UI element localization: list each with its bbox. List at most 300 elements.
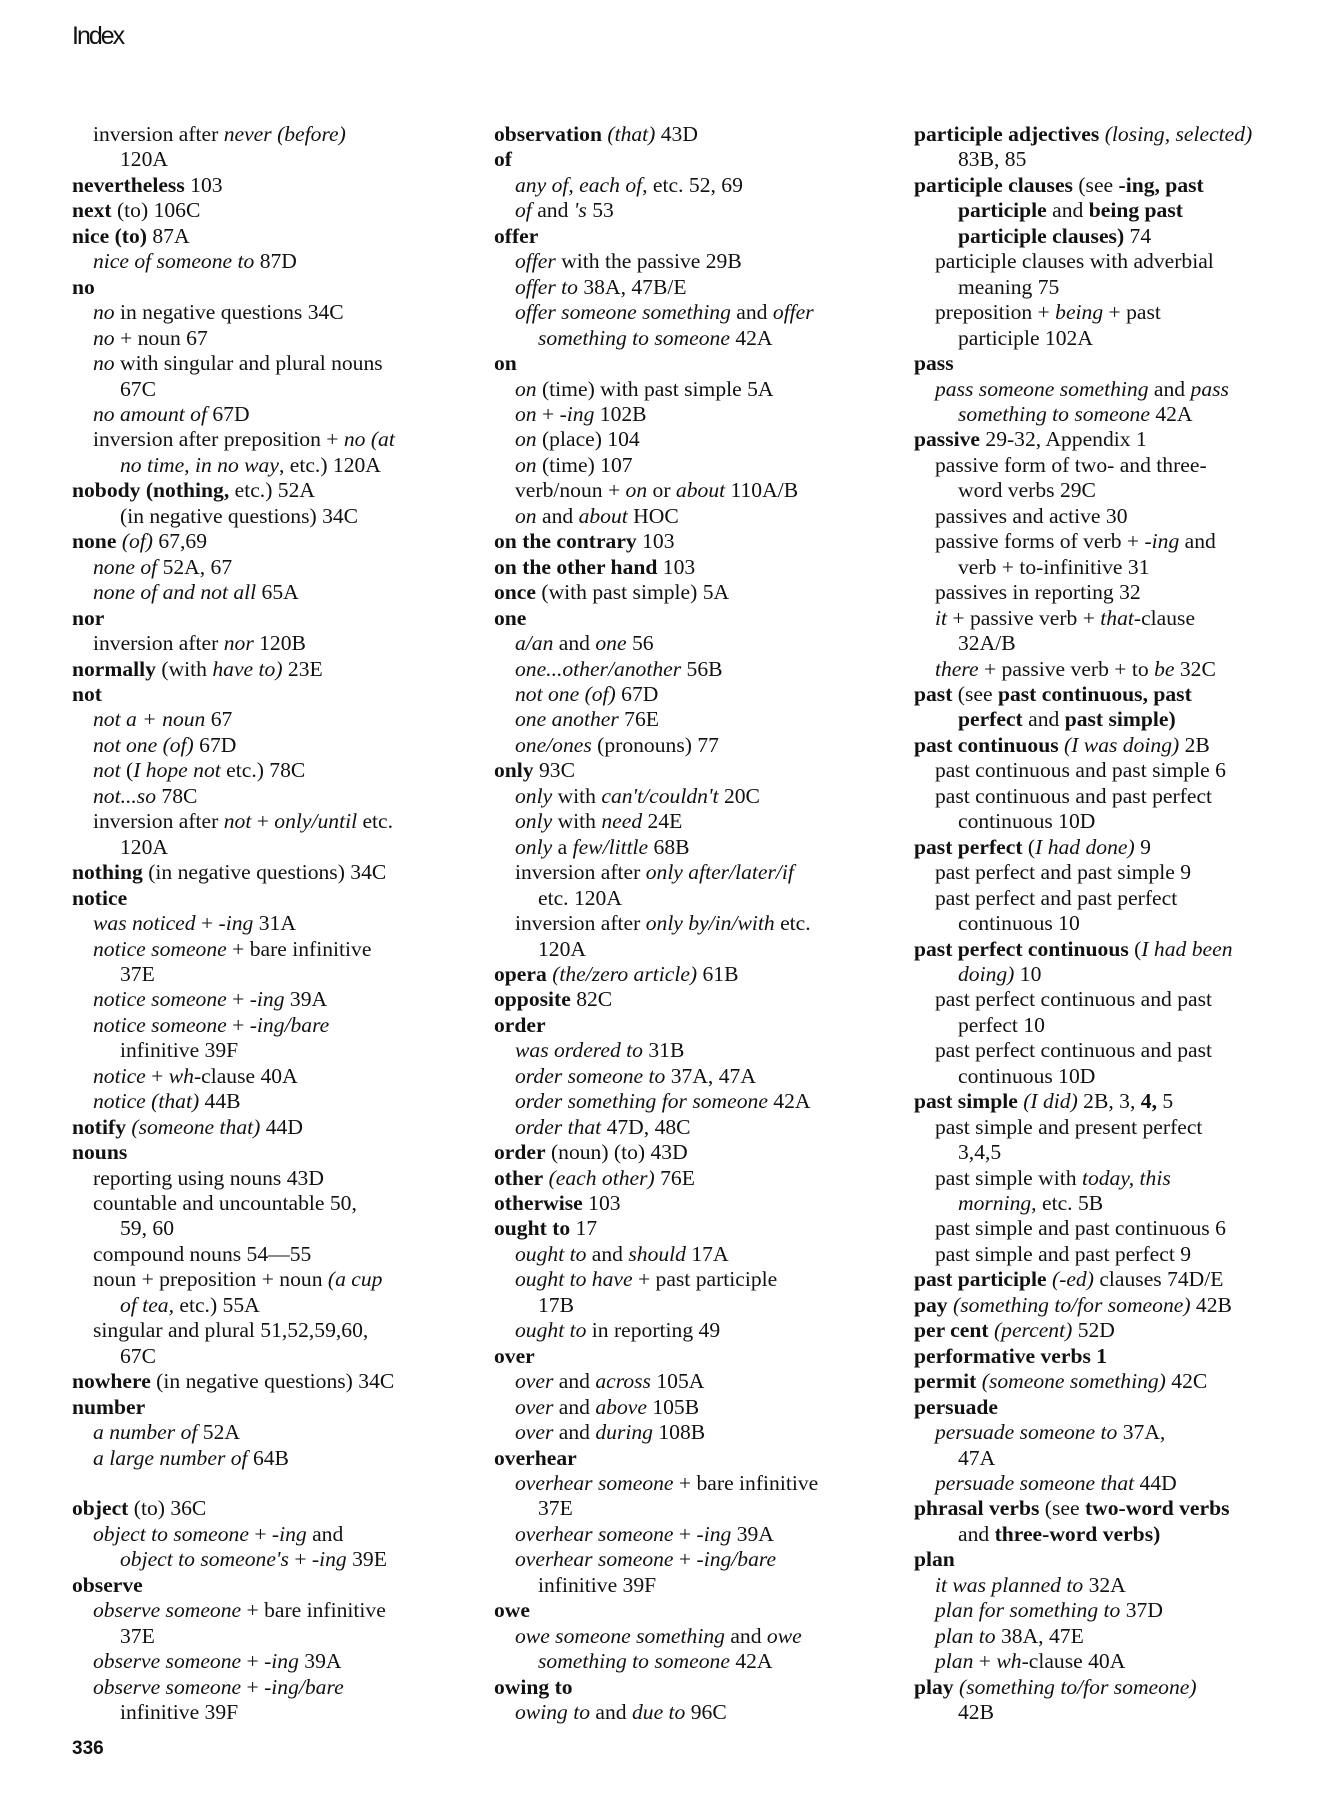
index-text: countable and uncountable 50, — [93, 1191, 357, 1216]
index-text: (losing, selected) — [1104, 122, 1253, 146]
index-line — [914, 1216, 1324, 1241]
index-headword: nobody (nothing, — [72, 478, 230, 503]
index-text: something to someone — [538, 325, 730, 350]
index-line — [494, 1573, 894, 1598]
index-text: with — [552, 783, 602, 808]
index-text: object to someone — [93, 1521, 249, 1546]
index-line — [72, 1598, 452, 1623]
index-line — [494, 1344, 894, 1369]
index-text: 42C — [1165, 1369, 1208, 1394]
index-headword: on the contrary — [494, 529, 637, 554]
index-text: and — [1179, 529, 1216, 554]
index-text: wh — [168, 1063, 194, 1088]
index-headword: perfect — [958, 707, 1023, 732]
index-text: (someone that) — [131, 1114, 261, 1139]
index-line — [72, 1624, 452, 1649]
index-line — [914, 911, 1324, 936]
index-line — [494, 1064, 894, 1089]
index-text: 32A — [1083, 1572, 1126, 1597]
index-text: verb + to-infinitive 31 — [958, 554, 1150, 579]
index-text: on — [625, 478, 648, 503]
index-line — [72, 555, 452, 580]
index-text: and — [724, 1623, 767, 1648]
index-text: and — [1046, 198, 1089, 223]
index-line — [914, 351, 1324, 376]
index-text: 64B — [247, 1445, 289, 1470]
index-text: morning, — [958, 1191, 1037, 1216]
index-line — [494, 911, 894, 936]
index-line — [72, 249, 452, 274]
index-line — [494, 1471, 894, 1496]
index-text: passive forms of verb + — [935, 529, 1145, 554]
index-headword: persuade — [914, 1394, 998, 1419]
index-text: singular and plural 51,52,59,60, — [93, 1318, 369, 1343]
index-line — [914, 1038, 1324, 1063]
index-headword: past participle — [914, 1267, 1047, 1292]
index-line — [914, 529, 1324, 554]
index-line — [72, 427, 452, 452]
index-text: -ing — [218, 911, 254, 936]
index-text: 2B, 3, — [1077, 1089, 1141, 1114]
index-text: perfect 10 — [958, 1012, 1045, 1037]
index-text: 42A — [767, 1089, 811, 1114]
index-text: overhear someone — [515, 1471, 674, 1496]
index-text: -ing — [271, 1521, 307, 1546]
index-text: 67,69 — [153, 529, 207, 554]
index-text: offer — [772, 300, 814, 325]
index-text: one another — [515, 707, 619, 732]
index-text: 47A — [958, 1445, 996, 1470]
index-text: -ing/bare — [696, 1547, 777, 1572]
index-headword: per cent — [914, 1318, 989, 1343]
index-text: 52A — [197, 1420, 240, 1445]
index-text: (I was doing) — [1064, 732, 1180, 757]
index-headword: on the other hand — [494, 554, 658, 579]
index-line — [494, 1420, 894, 1445]
index-line — [914, 198, 1324, 223]
index-line — [72, 784, 452, 809]
index-text: and — [531, 198, 574, 223]
index-line — [72, 224, 452, 249]
index-line — [914, 1598, 1324, 1623]
index-text: (percent) — [993, 1318, 1073, 1343]
index-headword: notify — [72, 1114, 126, 1139]
index-text: 42A — [1149, 401, 1193, 426]
index-text: over — [515, 1394, 554, 1419]
index-line — [494, 249, 894, 274]
index-text: ( — [1022, 834, 1036, 859]
index-text: 's — [573, 198, 587, 223]
index-text: meaning 75 — [958, 274, 1060, 299]
index-text: something to someone — [538, 1649, 730, 1674]
index-line — [914, 937, 1324, 962]
index-line — [72, 1471, 452, 1496]
index-headword: pass — [914, 351, 954, 376]
index-line — [914, 1675, 1324, 1700]
index-line — [494, 580, 894, 605]
index-line — [72, 504, 452, 529]
index-text: and — [553, 1369, 596, 1394]
index-line — [914, 555, 1324, 580]
index-text: 17B — [538, 1292, 574, 1317]
index-text: 32A/B — [958, 631, 1016, 656]
index-line — [914, 377, 1324, 402]
index-line — [494, 758, 894, 783]
index-text: ( — [1128, 936, 1142, 961]
index-text: 32C — [1174, 656, 1216, 681]
index-text: only — [515, 809, 553, 834]
index-line — [72, 377, 452, 402]
index-text: no — [93, 351, 115, 376]
index-text: and — [730, 300, 773, 325]
index-line — [494, 529, 894, 554]
index-line — [72, 198, 452, 223]
index-text: above — [595, 1394, 647, 1419]
index-text: + — [251, 809, 275, 834]
index-text: 2B — [1179, 732, 1210, 757]
index-text: offer — [515, 249, 556, 274]
index-text: and — [586, 1241, 629, 1266]
index-text: 53 — [586, 198, 614, 223]
index-line — [72, 606, 452, 631]
index-line — [494, 860, 894, 885]
index-headword: ought to — [494, 1216, 571, 1241]
index-line — [914, 1013, 1324, 1038]
index-text: on — [515, 376, 537, 401]
index-text: past simple with — [935, 1165, 1082, 1190]
index-line — [494, 886, 894, 911]
index-text: inversion after preposition + — [93, 427, 344, 452]
index-text: + noun 67 — [114, 325, 208, 350]
index-text: and — [1148, 376, 1191, 401]
index-text: with the passive 29B — [555, 249, 742, 274]
index-text: (someone something) — [981, 1369, 1166, 1394]
index-text: nice of someone to — [93, 249, 255, 274]
index-text: HOC — [627, 503, 679, 528]
index-line — [72, 962, 452, 987]
index-line — [494, 1115, 894, 1140]
index-line — [72, 1089, 452, 1114]
index-text: 87D — [254, 249, 297, 274]
index-text: (I did) — [1023, 1089, 1078, 1114]
index-text: overhear someone — [515, 1521, 674, 1546]
index-line — [72, 631, 452, 656]
index-text: 120A — [120, 834, 168, 859]
index-line — [494, 1013, 894, 1038]
index-text: + bare infinitive — [226, 936, 372, 961]
index-text: offer someone something — [515, 300, 731, 325]
index-line — [494, 835, 894, 860]
index-line — [494, 1140, 894, 1165]
index-text: 68B — [648, 834, 690, 859]
index-text: (see — [1072, 172, 1119, 197]
index-text: today, this — [1081, 1165, 1171, 1190]
index-text: + — [973, 1649, 997, 1674]
index-text: any of, each of, — [515, 172, 648, 197]
index-line — [914, 1547, 1324, 1572]
index-text: only by/in/with — [645, 911, 775, 936]
index-text: was noticed — [93, 911, 196, 936]
index-line — [494, 1267, 894, 1292]
index-text: 67C — [120, 376, 156, 401]
index-text: over — [515, 1420, 554, 1445]
index-text: 110A/B — [725, 478, 799, 503]
index-line — [72, 1318, 452, 1343]
index-text: clauses 74D/E — [1093, 1267, 1224, 1292]
index-text: inversion after — [93, 631, 224, 656]
index-text: + — [241, 1674, 265, 1699]
index-text: + — [241, 1649, 265, 1674]
index-headword: past perfect — [914, 834, 1023, 859]
index-text: continuous 10 — [958, 911, 1080, 936]
index-text: across — [595, 1369, 651, 1394]
index-headword: on — [494, 351, 517, 376]
index-line — [914, 1496, 1324, 1521]
index-line — [72, 478, 452, 503]
index-text: 37E — [538, 1496, 573, 1521]
index-line — [914, 682, 1324, 707]
index-line — [72, 173, 452, 198]
index-line — [494, 504, 894, 529]
index-headword: otherwise — [494, 1191, 583, 1216]
index-text: or — [647, 478, 676, 503]
index-text: doing) — [958, 961, 1015, 986]
index-text: 20C — [718, 783, 760, 808]
index-text: and — [590, 1700, 632, 1725]
index-text: order that — [515, 1114, 602, 1139]
index-text: 17A — [685, 1241, 729, 1266]
index-text: 42A — [729, 325, 773, 350]
index-headword: opera — [494, 961, 547, 986]
index-text: verb/noun + — [515, 478, 626, 503]
index-text: no time, in no way — [120, 452, 279, 477]
index-text: it — [935, 605, 947, 630]
index-text: noun + preposition + noun — [93, 1267, 328, 1292]
index-text: ought to — [515, 1318, 587, 1343]
index-text: etc. — [357, 809, 394, 834]
index-line — [494, 682, 894, 707]
index-text: with — [552, 809, 602, 834]
index-text: 59, 60 — [120, 1216, 174, 1241]
index-text: one — [595, 631, 627, 656]
index-headword: past perfect continuous — [914, 936, 1129, 961]
index-text: plan — [935, 1649, 974, 1674]
index-text: etc.) 78C — [220, 758, 306, 783]
index-line — [72, 529, 452, 554]
index-text: plan for something to — [935, 1598, 1121, 1623]
index-text: 96C — [685, 1700, 727, 1725]
index-line — [914, 606, 1324, 631]
index-text: in negative questions 34C — [114, 300, 344, 325]
index-line — [72, 987, 452, 1012]
index-line — [914, 758, 1324, 783]
index-line — [494, 275, 894, 300]
index-line — [72, 1573, 452, 1598]
index-line — [914, 1369, 1324, 1394]
index-line — [72, 1267, 452, 1292]
index-line — [494, 377, 894, 402]
index-text: (something to/for someone) — [959, 1674, 1197, 1699]
index-line — [72, 1242, 452, 1267]
index-headword: only — [494, 758, 534, 783]
index-line — [494, 1166, 894, 1191]
index-line — [72, 1522, 452, 1547]
index-text: (in negative questions) 34C — [120, 503, 359, 528]
index-text: 23E — [282, 656, 323, 681]
index-text: + — [673, 1547, 697, 1572]
index-line — [914, 707, 1324, 732]
index-text: 120B — [253, 631, 306, 656]
index-text: object to someone's — [120, 1547, 289, 1572]
index-headword: past — [914, 681, 953, 706]
index-headword: nor — [72, 605, 105, 630]
index-line — [914, 147, 1324, 172]
index-text: (time) with past simple 5A — [536, 376, 774, 401]
index-line — [494, 224, 894, 249]
index-text: 103 — [582, 1191, 621, 1216]
index-text: -clause — [1133, 605, 1196, 630]
index-text: something to someone — [958, 401, 1150, 426]
index-headword: once — [494, 580, 536, 605]
index-line — [914, 1395, 1324, 1420]
index-headword: phrasal verbs — [914, 1496, 1040, 1521]
index-line — [914, 1420, 1324, 1445]
index-line — [494, 1547, 894, 1572]
index-text: 76E — [618, 707, 659, 732]
index-text: 74 — [1124, 223, 1152, 248]
index-line — [72, 1013, 452, 1038]
index-text: + — [673, 1521, 697, 1546]
index-text: 47D, 48C — [601, 1114, 691, 1139]
index-line — [72, 1064, 452, 1089]
index-line — [72, 1216, 452, 1241]
index-text: infinitive 39F — [120, 1700, 239, 1725]
index-line — [494, 453, 894, 478]
index-text: have to) — [212, 656, 283, 681]
index-text: in reporting 49 — [586, 1318, 721, 1343]
index-text: 31B — [642, 1038, 685, 1063]
index-line — [72, 937, 452, 962]
index-text: 61B — [697, 961, 739, 986]
index-line — [914, 453, 1324, 478]
index-text: on — [515, 503, 537, 528]
index-text: 39A — [731, 1521, 774, 1546]
index-line — [494, 427, 894, 452]
index-headword: owing to — [494, 1674, 573, 1699]
index-line — [72, 300, 452, 325]
index-text: participle 102A — [958, 325, 1093, 350]
index-text: need — [601, 809, 643, 834]
index-line — [914, 224, 1324, 249]
index-text: wh — [996, 1649, 1022, 1674]
index-column-3 — [914, 122, 1324, 1726]
index-text: inversion after — [93, 809, 224, 834]
index-line — [914, 249, 1324, 274]
index-text: notice (that) — [93, 1089, 200, 1114]
index-text: none of — [93, 554, 158, 579]
index-line — [72, 1675, 452, 1700]
index-line — [72, 733, 452, 758]
index-text: no amount of — [93, 401, 207, 426]
index-line — [72, 580, 452, 605]
index-text: 37A, — [1117, 1420, 1166, 1445]
index-headword: opposite — [494, 987, 571, 1012]
index-text: 37D — [1120, 1598, 1163, 1623]
index-line — [914, 173, 1324, 198]
index-line — [72, 275, 452, 300]
index-text: and — [553, 1394, 596, 1419]
index-line — [494, 1318, 894, 1343]
index-text: (in negative questions) 34C — [142, 860, 387, 885]
index-text: 42B — [958, 1700, 994, 1725]
index-text: -ing — [559, 401, 595, 426]
index-line — [914, 860, 1324, 885]
index-text: pass someone something — [935, 376, 1149, 401]
index-line — [914, 478, 1324, 503]
index-text: 44B — [199, 1089, 241, 1114]
index-text: it was planned to — [935, 1572, 1084, 1597]
index-headword: past simple — [914, 1089, 1018, 1114]
index-text: reporting using nouns 43D — [93, 1165, 324, 1190]
index-headword: past continuous, past — [997, 681, 1192, 706]
index-text: -ing — [249, 987, 285, 1012]
index-text: 103 — [636, 529, 675, 554]
index-line — [914, 1267, 1324, 1292]
index-text: owing to — [515, 1700, 590, 1725]
index-line — [494, 1089, 894, 1114]
index-text: 17 — [570, 1216, 598, 1241]
index-line — [914, 1522, 1324, 1547]
index-line — [914, 1140, 1324, 1165]
index-line — [914, 631, 1324, 656]
index-headword: of — [494, 147, 512, 172]
index-text: etc. — [774, 911, 811, 936]
index-text: 67D — [193, 732, 237, 757]
index-text: none of and not all — [93, 580, 257, 605]
index-line — [72, 707, 452, 732]
index-text: and — [1022, 707, 1065, 732]
index-text: not one (of) — [93, 732, 194, 757]
index-text: one/ones — [515, 732, 592, 757]
index-headword: owe — [494, 1598, 530, 1623]
index-text: on — [515, 452, 537, 477]
index-text: 67D — [206, 401, 250, 426]
index-text: 43D — [655, 122, 698, 146]
running-header: Index — [72, 22, 124, 50]
index-line — [914, 1649, 1324, 1674]
index-text: past perfect continuous and past — [935, 1038, 1213, 1063]
index-text: 103 — [657, 554, 696, 579]
index-text: (something to/for someone) — [953, 1292, 1191, 1317]
index-text: notice someone — [93, 987, 227, 1012]
index-headword: participle clauses) — [958, 223, 1125, 248]
index-text: -ing/bare — [249, 1012, 330, 1037]
index-text: not a + noun — [93, 707, 206, 732]
index-text: and — [306, 1521, 344, 1546]
index-text: plan to — [935, 1623, 996, 1648]
index-headword: participle adjectives — [914, 122, 1100, 146]
index-text: owe someone something — [515, 1623, 725, 1648]
index-text: passives in reporting 32 — [935, 580, 1141, 605]
index-line — [494, 631, 894, 656]
index-text: 39A — [284, 987, 328, 1012]
index-text: being — [1055, 300, 1104, 325]
page-number: 336 — [72, 1738, 104, 1759]
index-line — [494, 606, 894, 631]
index-line — [494, 1700, 894, 1725]
index-text: word verbs 29C — [958, 478, 1096, 503]
index-text: not — [223, 809, 252, 834]
